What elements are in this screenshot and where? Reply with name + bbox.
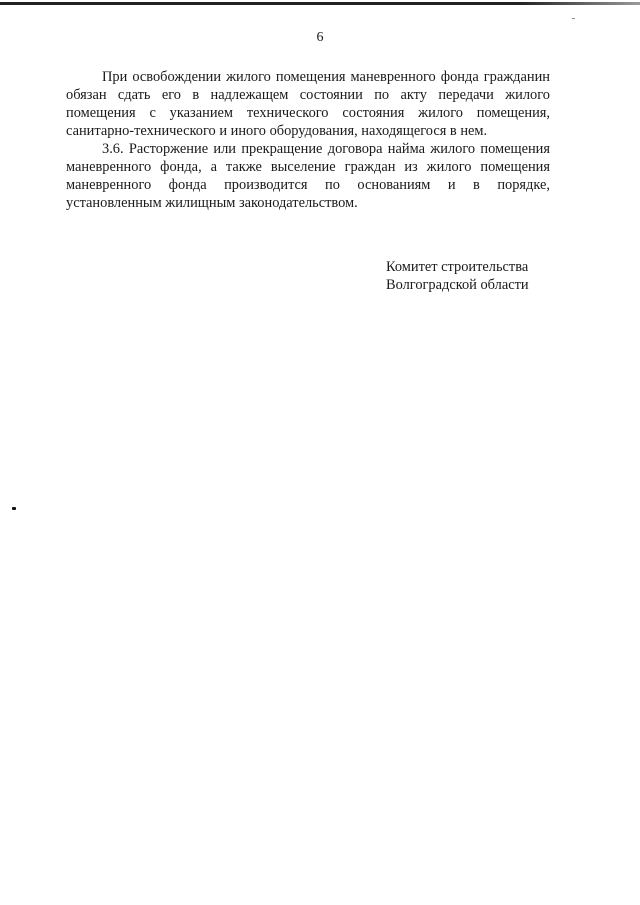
signature-line-organization: Комитет строительства [386, 259, 529, 275]
scan-top-edge-fade [520, 2, 640, 5]
paragraph-return-of-premises: При освобождении жилого помещения маневренного фонда гражданин обязан сдать его в надлежащем состоянии по акту передачи жилого помещения с указанием технического состояния жилого помещения, санитарно-технического и иного оборудования, находящегося в нем. [66, 69, 550, 139]
document-body [66, 68, 550, 212]
scan-speck [572, 18, 575, 19]
scan-speck [12, 507, 16, 510]
page-number: 6 [316, 30, 324, 45]
signature-line-region: Волгоградской области [386, 277, 529, 293]
signature-block [386, 258, 529, 294]
paragraph-3-6-termination: 3.6. Расторжение или прекращение договора найма жилого помещения маневренного фонда, а также выселение граждан из жилого помещения маневренного фонда производится по основаниям и в порядке, установленным жилищным законодательством. [66, 141, 550, 211]
